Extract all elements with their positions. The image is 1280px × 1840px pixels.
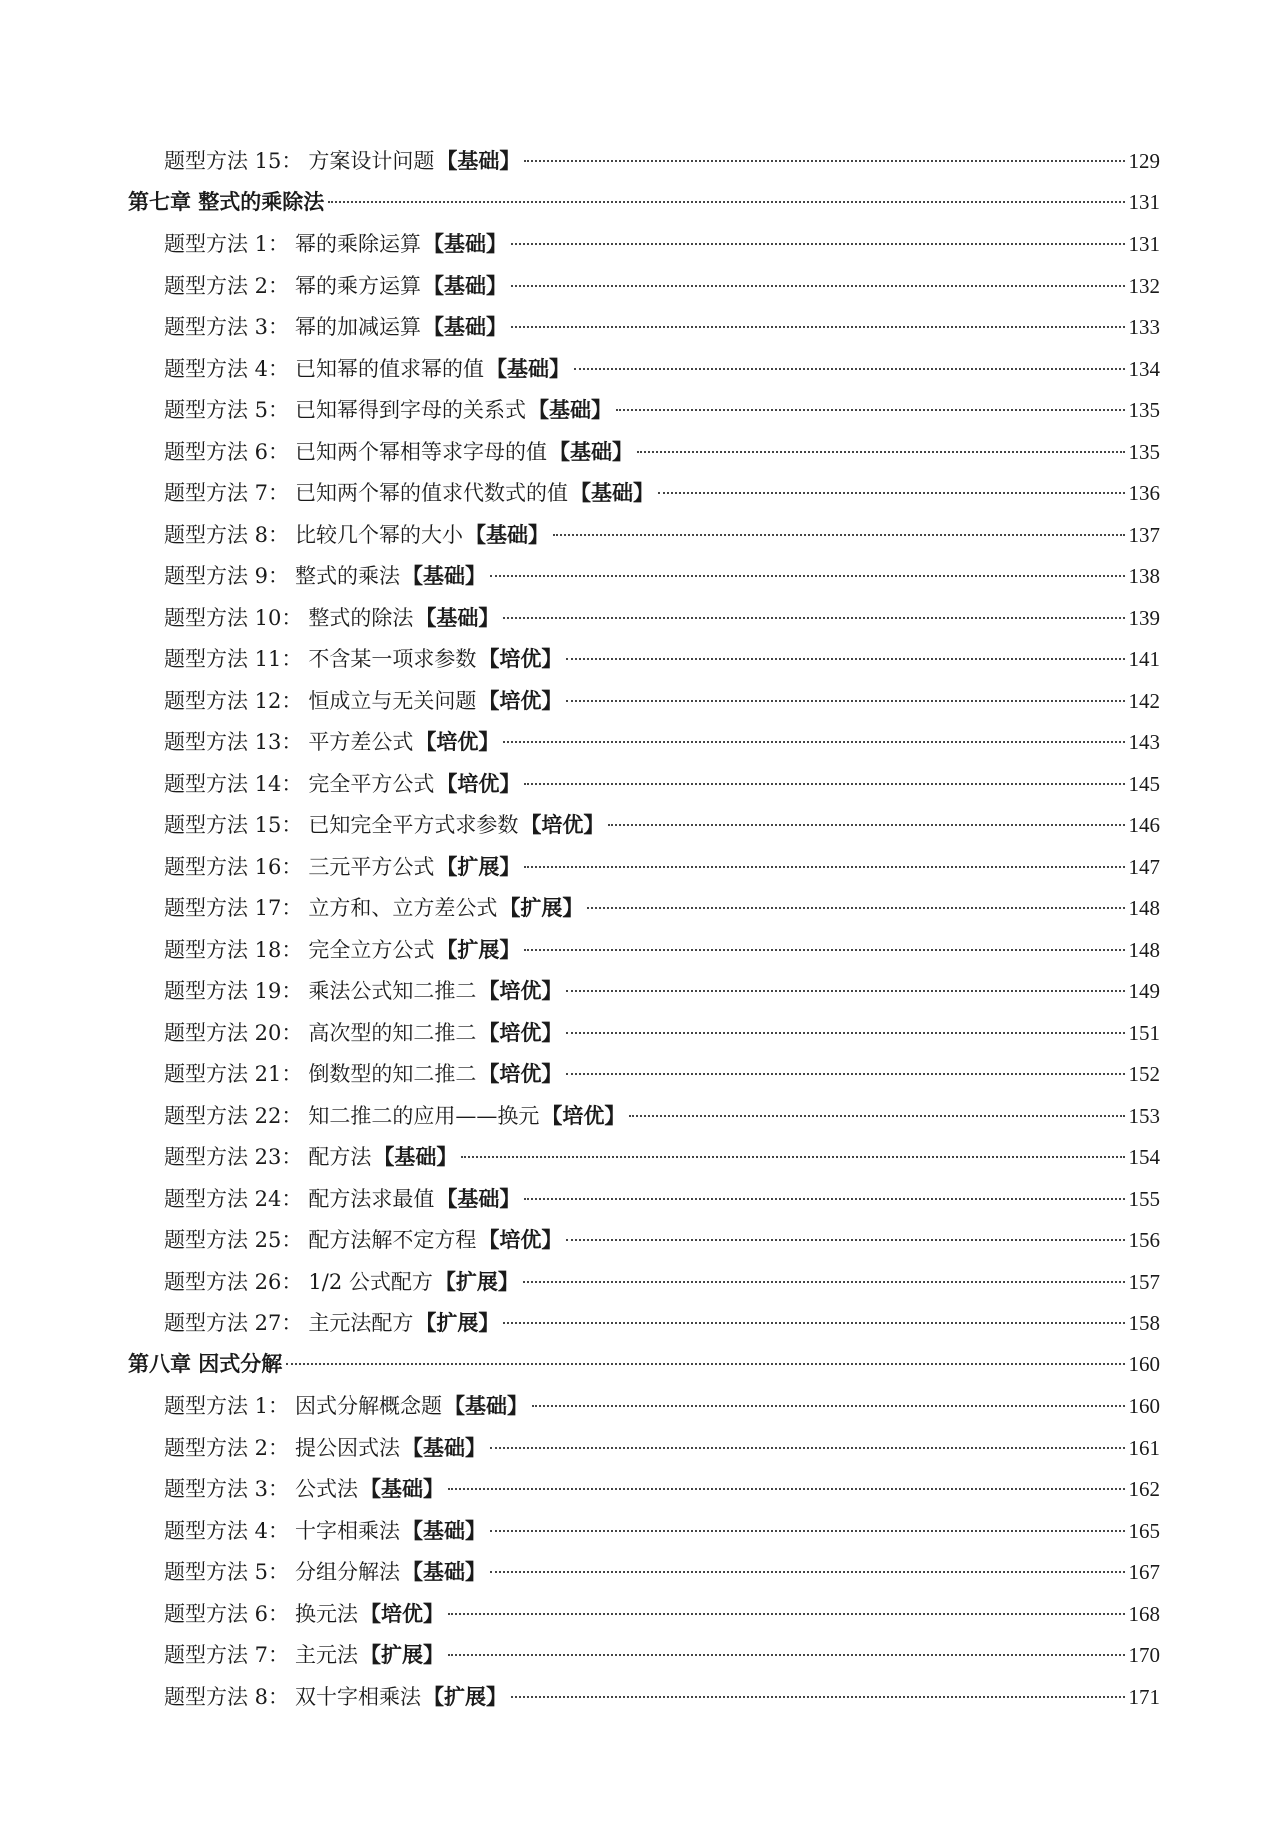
page-number: 158 [1128,1311,1160,1335]
page-number: 138 [1128,564,1160,588]
entry-title: 立方和、立方差公式 [308,896,498,920]
chapter-title: 第八章 因式分解 [128,1351,283,1376]
toc-entry-row[interactable] [128,846,1160,888]
entry-prefix: 题型方法 26 [164,1269,282,1294]
entry-prefix: 题型方法 10 [164,605,282,630]
toc-entry-row[interactable] [128,1427,1160,1469]
difficulty-tag: 【基础】 [402,1517,487,1543]
page-number: 161 [1128,1435,1160,1460]
difficulty-tag: 【基础】 [465,521,550,547]
dot-leader [637,451,1124,453]
entry-title: 知二推二的应用——换元 [308,1103,540,1128]
toc-entry-row[interactable] [128,721,1160,763]
entry-colon: ： [268,439,290,464]
entry-title: 比较几个幂的大小 [295,522,464,547]
entry-prefix: 题型方法 7 [164,481,269,505]
dot-leader [524,1198,1124,1200]
page-number: 170 [1128,1643,1160,1667]
dot-leader [503,1322,1124,1324]
entry-title: 因式分解概念题 [295,1394,443,1418]
entry-prefix: 题型方法 25 [164,1228,282,1252]
page-number: 135 [1128,398,1160,422]
toc-entry-row[interactable] [128,929,1160,971]
entry-title: 十字相乘法 [295,1518,401,1543]
entry-title: 幂的加减运算 [295,315,422,339]
toc-entry-row[interactable] [128,597,1160,639]
difficulty-tag: 【培优】 [478,1019,563,1045]
entry-colon: ： [268,1518,290,1543]
toc-entry-row[interactable] [128,1551,1160,1593]
toc-entry-row[interactable] [128,1676,1160,1718]
entry-colon: ： [268,398,290,422]
entry-title: 整式的除法 [308,605,414,630]
chapter-title: 第七章 整式的乘除法 [128,189,325,214]
dot-leader [574,368,1124,370]
toc-entry-row[interactable] [128,389,1160,431]
entry-prefix: 题型方法 23 [164,1145,282,1169]
page-number: 147 [1128,854,1160,879]
entry-prefix: 题型方法 3 [164,315,269,339]
entry-colon: ： [281,1311,303,1335]
entry-colon: ： [281,1062,303,1086]
page-number: 154 [1128,1145,1160,1169]
page-number: 136 [1128,481,1160,505]
toc-chapter-row[interactable] [128,182,1160,224]
entry-colon: ： [268,273,290,298]
toc-entry-row[interactable] [128,472,1160,514]
entry-prefix: 题型方法 8 [164,522,269,547]
difficulty-tag: 【基础】 [549,438,634,464]
difficulty-tag: 【基础】 [415,604,500,630]
entry-title: 换元法 [295,1601,359,1626]
page-number: 151 [1128,1020,1160,1045]
page-number: 129 [1128,149,1160,173]
toc-entry-row[interactable] [128,1510,1160,1552]
difficulty-tag: 【基础】 [360,1476,445,1501]
dot-leader [566,658,1124,660]
dot-leader [658,492,1124,494]
entry-title: 分组分解法 [295,1560,401,1584]
toc-chapter-row[interactable] [128,1344,1160,1386]
entry-colon: ： [281,605,303,630]
page-number: 165 [1128,1518,1160,1543]
toc-entry-row[interactable] [128,1219,1160,1261]
dot-leader [566,1032,1124,1034]
entry-title: 方案设计问题 [308,149,435,173]
page-number: 168 [1128,1601,1160,1626]
entry-colon: ： [281,771,303,796]
toc-entry-row[interactable] [128,1053,1160,1095]
entry-title: 已知两个幂的值求代数式的值 [295,481,569,505]
entry-title: 公式法 [295,1477,359,1501]
toc-entry-row[interactable] [128,1302,1160,1344]
entry-colon: ： [268,1435,290,1460]
difficulty-tag: 【基础】 [444,1393,529,1418]
difficulty-tag: 【扩展】 [360,1642,445,1667]
entry-prefix: 题型方法 15 [164,149,282,173]
entry-colon: ： [281,854,303,879]
entry-prefix: 题型方法 12 [164,688,282,713]
page-number: 137 [1128,522,1160,547]
entry-prefix: 题型方法 14 [164,771,282,796]
difficulty-tag: 【基础】 [402,563,487,588]
dot-leader [503,741,1124,743]
page-number: 157 [1128,1269,1160,1294]
difficulty-tag: 【基础】 [402,1559,487,1584]
dot-leader [511,285,1124,287]
dot-leader [532,1405,1124,1407]
dot-leader [524,949,1124,951]
page-number: 148 [1128,896,1160,920]
difficulty-tag: 【培优】 [436,770,521,796]
page-number: 153 [1128,1103,1160,1128]
entry-colon: ： [268,1643,290,1667]
difficulty-tag: 【基础】 [570,480,655,505]
difficulty-tag: 【扩展】 [423,1683,508,1709]
page-number: 162 [1128,1477,1160,1501]
entry-colon: ： [268,232,290,256]
entry-colon: ： [281,688,303,713]
difficulty-tag: 【培优】 [478,687,563,713]
difficulty-tag: 【培优】 [478,1227,563,1252]
difficulty-tag: 【培优】 [520,812,605,837]
entry-prefix: 题型方法 11 [164,647,282,671]
entry-prefix: 题型方法 21 [164,1062,282,1086]
entry-colon: ： [281,730,303,754]
entry-colon: ： [281,149,303,173]
entry-prefix: 题型方法 1 [164,1394,269,1418]
toc-entry-row[interactable] [128,763,1160,805]
entry-colon: ： [281,1186,303,1211]
entry-colon: ： [281,1269,303,1294]
difficulty-tag: 【扩展】 [415,1310,500,1335]
toc-entry-row[interactable] [128,1178,1160,1220]
page-number: 131 [1128,232,1160,256]
toc-entry-row[interactable] [128,1385,1160,1427]
page-number: 133 [1128,315,1160,339]
difficulty-tag: 【培优】 [415,729,500,754]
difficulty-tag: 【扩展】 [434,1268,519,1294]
entry-prefix: 题型方法 2 [164,273,269,298]
page-number: 155 [1128,1186,1160,1211]
entry-colon: ： [281,1145,303,1169]
difficulty-tag: 【基础】 [423,314,508,339]
entry-title: 完全平方公式 [308,771,435,796]
entry-prefix: 题型方法 19 [164,979,282,1003]
difficulty-tag: 【培优】 [541,1102,626,1128]
entry-title: 已知幂的值求幂的值 [295,356,485,381]
entry-prefix: 题型方法 5 [164,398,269,422]
page-number: 141 [1128,647,1160,671]
dot-leader [616,409,1124,411]
difficulty-tag: 【扩展】 [436,853,521,879]
table-of-contents [128,140,1160,1717]
entry-colon: ： [268,1394,290,1418]
entry-title: 已知幂得到字母的关系式 [295,398,527,422]
entry-prefix: 题型方法 3 [164,1477,269,1501]
dot-leader [511,326,1124,328]
difficulty-tag: 【扩展】 [499,895,584,920]
dot-leader [490,1530,1124,1532]
entry-prefix: 题型方法 8 [164,1684,269,1709]
entry-prefix: 题型方法 27 [164,1311,282,1335]
difficulty-tag: 【基础】 [402,1434,487,1460]
toc-entry-row[interactable] [128,514,1160,556]
entry-prefix: 题型方法 22 [164,1103,282,1128]
dot-leader [608,824,1124,826]
entry-colon: ： [268,564,290,588]
toc-entry-row[interactable] [128,1136,1160,1178]
dot-leader [328,201,1124,203]
difficulty-tag: 【基础】 [528,397,613,422]
difficulty-tag: 【培优】 [478,978,563,1003]
entry-colon: ： [268,1684,290,1709]
dot-leader [629,1115,1124,1117]
entry-colon: ： [281,896,303,920]
toc-entry-row[interactable] [128,1261,1160,1303]
difficulty-tag: 【基础】 [436,148,521,173]
difficulty-tag: 【基础】 [423,231,508,256]
entry-colon: ： [268,1601,290,1626]
page-number: 139 [1128,605,1160,630]
dot-leader [448,1613,1124,1615]
entry-colon: ： [268,522,290,547]
entry-title: 配方法解不定方程 [308,1228,477,1252]
entry-colon: ： [281,1103,303,1128]
difficulty-tag: 【基础】 [373,1144,458,1169]
toc-entry-row[interactable] [128,140,1160,182]
page-number: 160 [1128,1394,1160,1418]
toc-entry-row[interactable] [128,1095,1160,1137]
dot-leader [461,1156,1124,1158]
entry-colon: ： [281,813,303,837]
entry-prefix: 题型方法 13 [164,730,282,754]
entry-prefix: 题型方法 24 [164,1186,282,1211]
toc-entry-row[interactable] [128,306,1160,348]
entry-title: 1/2 公式配方 [308,1269,433,1294]
entry-colon: ： [268,356,290,381]
dot-leader [523,1281,1125,1283]
toc-entry-row[interactable] [128,887,1160,929]
dot-leader [448,1488,1124,1490]
entry-prefix: 题型方法 1 [164,232,269,256]
page-number: 143 [1128,730,1160,754]
entry-title: 乘法公式知二推二 [308,979,477,1003]
entry-prefix: 题型方法 5 [164,1560,269,1584]
dot-leader [286,1363,1124,1365]
entry-colon: ： [281,979,303,1003]
difficulty-tag: 【扩展】 [436,936,521,962]
page-number: 134 [1128,356,1160,381]
difficulty-tag: 【基础】 [486,355,571,381]
entry-prefix: 题型方法 17 [164,896,282,920]
dot-leader [503,617,1124,619]
difficulty-tag: 【培优】 [360,1600,445,1626]
dot-leader [566,1073,1124,1075]
toc-entry-row[interactable] [128,970,1160,1012]
entry-colon: ： [281,937,303,962]
page-number: 156 [1128,1228,1160,1252]
dot-leader [490,1447,1124,1449]
toc-entry-row[interactable] [128,804,1160,846]
page-number: 132 [1128,273,1160,298]
entry-prefix: 题型方法 6 [164,1601,269,1626]
toc-entry-row[interactable] [128,431,1160,473]
dot-leader [490,1571,1124,1573]
entry-colon: ： [268,481,290,505]
entry-colon: ： [268,315,290,339]
entry-colon: ： [281,1228,303,1252]
toc-entry-row[interactable] [128,348,1160,390]
toc-entry-row[interactable] [128,1468,1160,1510]
entry-prefix: 题型方法 18 [164,937,282,962]
dot-leader [566,1239,1124,1241]
entry-title: 整式的乘法 [295,564,401,588]
entry-prefix: 题型方法 15 [164,813,282,837]
entry-title: 完全立方公式 [308,937,435,962]
entry-title: 平方差公式 [308,730,414,754]
entry-title: 不含某一项求参数 [308,647,477,671]
dot-leader [490,575,1124,577]
dot-leader [511,243,1124,245]
page-number: 145 [1128,771,1160,796]
difficulty-tag: 【基础】 [436,1185,521,1211]
entry-prefix: 题型方法 4 [164,1518,269,1543]
entry-title: 恒成立与无关问题 [308,688,477,713]
entry-prefix: 题型方法 2 [164,1435,269,1460]
entry-title: 已知完全平方式求参数 [308,813,519,837]
entry-title: 幂的乘除运算 [295,232,422,256]
dot-leader [524,866,1124,868]
page-number: 146 [1128,813,1160,837]
toc-entry-row[interactable] [128,680,1160,722]
dot-leader [566,700,1124,702]
entry-title: 提公因式法 [295,1435,401,1460]
page-number: 167 [1128,1560,1160,1584]
entry-title: 双十字相乘法 [295,1684,422,1709]
dot-leader [511,1696,1124,1698]
entry-prefix: 题型方法 4 [164,356,269,381]
difficulty-tag: 【培优】 [478,1061,563,1086]
entry-title: 主元法配方 [308,1311,414,1335]
entry-title: 倒数型的知二推二 [308,1062,477,1086]
page-number: 135 [1128,439,1160,464]
dot-leader [553,534,1124,536]
dot-leader [524,160,1124,162]
toc-entry-row[interactable] [128,1593,1160,1635]
entry-prefix: 题型方法 20 [164,1020,282,1045]
entry-colon: ： [281,1020,303,1045]
page-number: 131 [1128,189,1160,214]
entry-title: 幂的乘方运算 [295,273,422,298]
page-number: 160 [1128,1351,1160,1376]
toc-entry-row[interactable] [128,223,1160,265]
difficulty-tag: 【培优】 [478,646,563,671]
toc-entry-row[interactable] [128,638,1160,680]
entry-prefix: 题型方法 6 [164,439,269,464]
entry-title: 三元平方公式 [308,854,435,879]
page-number: 149 [1128,979,1160,1003]
entry-colon: ： [268,1560,290,1584]
difficulty-tag: 【基础】 [423,272,508,298]
entry-title: 配方法求最值 [308,1186,435,1211]
page-number: 148 [1128,937,1160,962]
dot-leader [566,990,1124,992]
entry-colon: ： [281,647,303,671]
page-number: 171 [1128,1684,1160,1709]
toc-entry-row[interactable] [128,1012,1160,1054]
entry-title: 配方法 [308,1145,372,1169]
entry-colon: ： [268,1477,290,1501]
entry-title: 已知两个幂相等求字母的值 [295,439,548,464]
entry-title: 高次型的知二推二 [308,1020,477,1045]
toc-entry-row[interactable] [128,555,1160,597]
dot-leader [448,1654,1124,1656]
page-number: 152 [1128,1062,1160,1086]
entry-prefix: 题型方法 7 [164,1643,269,1667]
entry-prefix: 题型方法 9 [164,564,269,588]
toc-entry-row[interactable] [128,265,1160,307]
dot-leader [587,907,1124,909]
page-number: 142 [1128,688,1160,713]
entry-prefix: 题型方法 16 [164,854,282,879]
dot-leader [524,783,1124,785]
entry-title: 主元法 [295,1643,359,1667]
toc-entry-row[interactable] [128,1634,1160,1676]
